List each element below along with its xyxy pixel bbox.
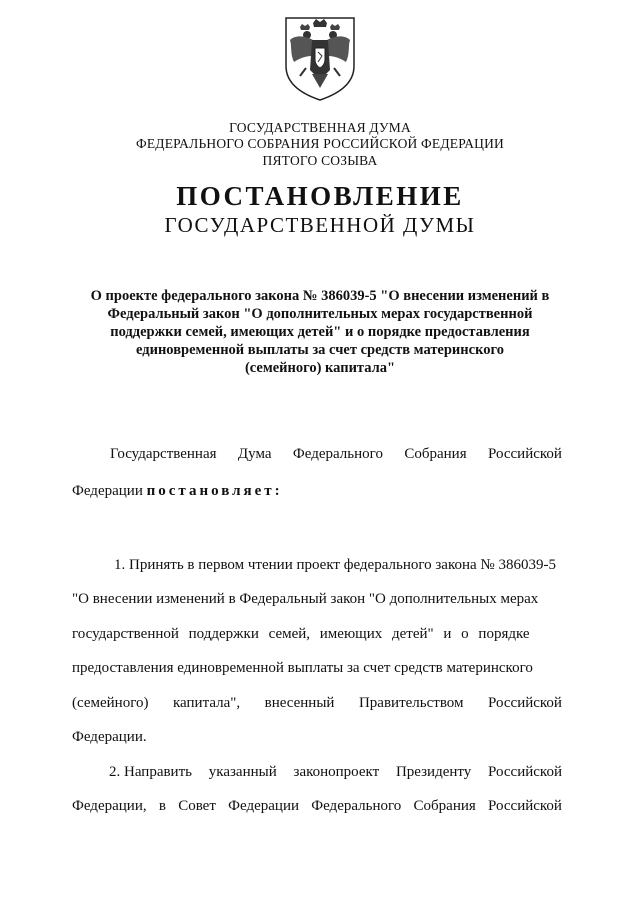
clause-1-line (72, 624, 562, 644)
clause-1-line: Федерации. (72, 729, 147, 745)
clause-2-line-1 (109, 762, 562, 782)
clause-1-line-5 (72, 693, 562, 713)
preamble-line-1 (110, 444, 562, 464)
clause-1-word: Российской (488, 695, 562, 711)
coat-of-arms-emblem (282, 14, 358, 102)
preamble-line-2 (72, 481, 562, 501)
clause-2-word: Собрания (413, 798, 476, 814)
clause-1-text: государственной поддержки семей, имеющих детей" и о порядке (72, 626, 530, 642)
clause-2-word: законопроект (293, 764, 380, 780)
clause-2-word: в (158, 798, 166, 814)
header-federal-assembly: ФЕДЕРАЛЬНОГО СОБРАНИЯ РОССИЙСКОЙ ФЕДЕРАЦИИ (136, 136, 504, 151)
clause-1-line: предоставления единовременной выплаты за счет средств материнского (72, 660, 533, 676)
clause-1-line: 1. Принять в первом чтении проект федерального закона № 386039-5 (114, 557, 556, 573)
clause-2-word: указанный (208, 764, 277, 780)
clause-2-word: Российской (488, 798, 562, 814)
preamble-word: Государственная (110, 446, 217, 462)
preamble-word: Федерального (292, 446, 383, 462)
title-line: поддержки семей, имеющих детей" и о порядке предоставления (110, 324, 530, 340)
clause-2-word: Федерации (228, 798, 299, 814)
clause-2-word: 2. Направить (109, 764, 192, 780)
header-duma: ГОСУДАРСТВЕННАЯ ДУМА (229, 120, 411, 135)
clause-2-word: Совет (178, 798, 216, 814)
clause-2-line-2 (72, 796, 562, 816)
preamble-resolves: постановляет: (146, 483, 283, 499)
preamble-federation: Федерации (72, 483, 143, 499)
document-issuer: ГОСУДАРСТВЕННОЙ ДУМЫ (164, 213, 476, 237)
preamble-word: Дума (237, 446, 272, 462)
clause-1-word: капитала", (173, 695, 241, 711)
header-convocation: ПЯТОГО СОЗЫВА (262, 153, 378, 168)
clause-2-word: Федерации, (72, 798, 147, 814)
clause-1-word: внесенный (264, 695, 335, 711)
clause-1-word: (семейного) (72, 695, 149, 711)
title-line: Федеральный закон "О дополнительных мерах государственной (107, 306, 533, 322)
clause-2-word: Российской (488, 764, 562, 780)
title-line: единовременной выплаты за счет средств материнского (136, 342, 504, 358)
title-line: (семейного) капитала" (244, 360, 396, 376)
preamble-word: Собрания (404, 446, 467, 462)
document-type: ПОСТАНОВЛЕНИЕ (176, 181, 464, 211)
title-line: О проекте федерального закона № 386039-5 "О внесении изменений в (90, 288, 550, 304)
preamble-word: Российской (488, 446, 562, 462)
clause-2-word: Федерального (311, 798, 402, 814)
clause-2-word: Президенту (395, 764, 472, 780)
clause-1-word: Правительством (358, 695, 464, 711)
clause-1-line: "О внесении изменений в Федеральный закон "О дополнительных мерах (72, 591, 539, 607)
